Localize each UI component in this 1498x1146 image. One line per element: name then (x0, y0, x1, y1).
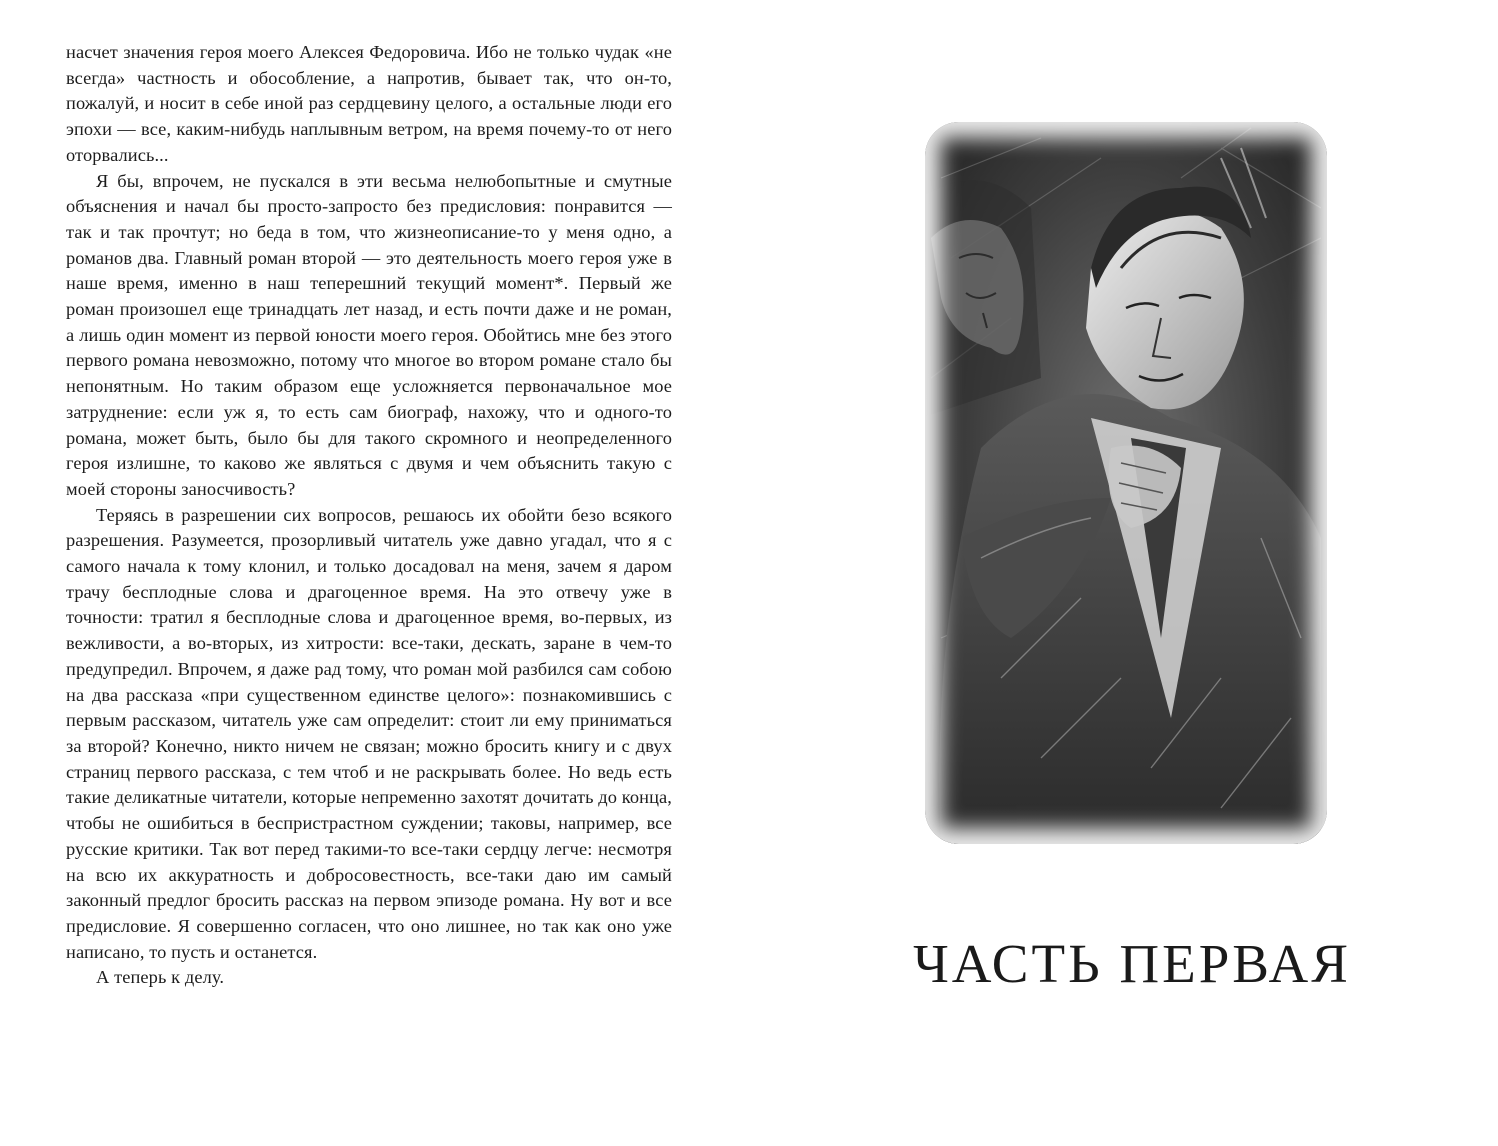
paragraph-3: Теряясь в разрешении сих вопросов, решаюсь их обойти безо всякого разрешения. Разумеется, прозорливый читатель уже давно угадал, что я с самого начала к тому клонил, и только досадовал на меня, зачем я даром трачу бесплодные слова и драгоценное время. На это отвечу уже в точности: тратил я бесплодные слова и драгоценное время, во-первых, из вежливости, а во-вторых, из хитрости: все-таки, дескать, заране в чем-то предупредил. Впрочем, я даже рад тому, что роман мой разбился сам собою на два рассказа «при существенном единстве целого»: познакомившись с первым рассказом, читатель уже сам определит: стоит ли ему приниматься за второй? Конечно, никто ничем не связан; можно бросить книгу и с двух страниц первого рассказа, с тем чтоб и не раскрывать более. Но ведь есть такие деликатные читатели, которые непременно захотят дочитать до конца, чтобы не ошибиться в беспристрастном суждении; таковы, например, все русские критики. Так вот перед такими-то все-таки сердцу легче: несмотря на всю их аккуратность и добросовестность, все-таки даю им самый законный предлог бросить рассказ на первом эпизоде романа. Ну вот и все предисловие. Я совершенно согласен, что оно лишнее, но так как оно уже написано, то пусть и останется. (66, 504, 672, 962)
paragraph-4: А теперь к делу. (96, 967, 225, 988)
part-title: ЧАСТЬ ПЕРВАЯ (913, 933, 1351, 994)
paragraph-2: Я бы, впрочем, не пускался в эти весьма нелюбопытные и смутные объяснения и начал бы просто-запросто без предисловия: понравится — так и так прочтут; но беда в том, что жизнеописание-то у меня одно, а романов два. Главный роман второй — это деятельность моего героя уже в наше время, именно в наш теперешний текущий момент*. Первый же роман произошел еще тринадцать лет назад, и есть почти даже и не роман, а лишь один момент из первой юности моего героя. Обойтись мне без этого первого романа невозможно, потому что многое во втором романе стало бы непонятным. Но таким образом еще усложняется первоначальное мое затруднение: если уж я, то есть сам биограф, нахожу, что и одного-то романа, может быть, было бы для такого скромного и неопределенного героя излишне, то каково же являться с двумя и чем объяснить такую с моей стороны заносчивость? (66, 170, 672, 499)
paragraph-1: насчет значения героя моего Алексея Федоровича. Ибо не только чудак «не всегда» частность и обособление, а напротив, бывает так, что он-то, пожалуй, и носит в себе иной раз сердцевину целого, а остальные люди его эпохи — все, каким-нибудь наплывным ветром, на время почему-то от него оторвались... (66, 42, 672, 165)
portrait-illustration (921, 118, 1331, 848)
right-page (749, 0, 1498, 1146)
left-page (66, 40, 672, 991)
